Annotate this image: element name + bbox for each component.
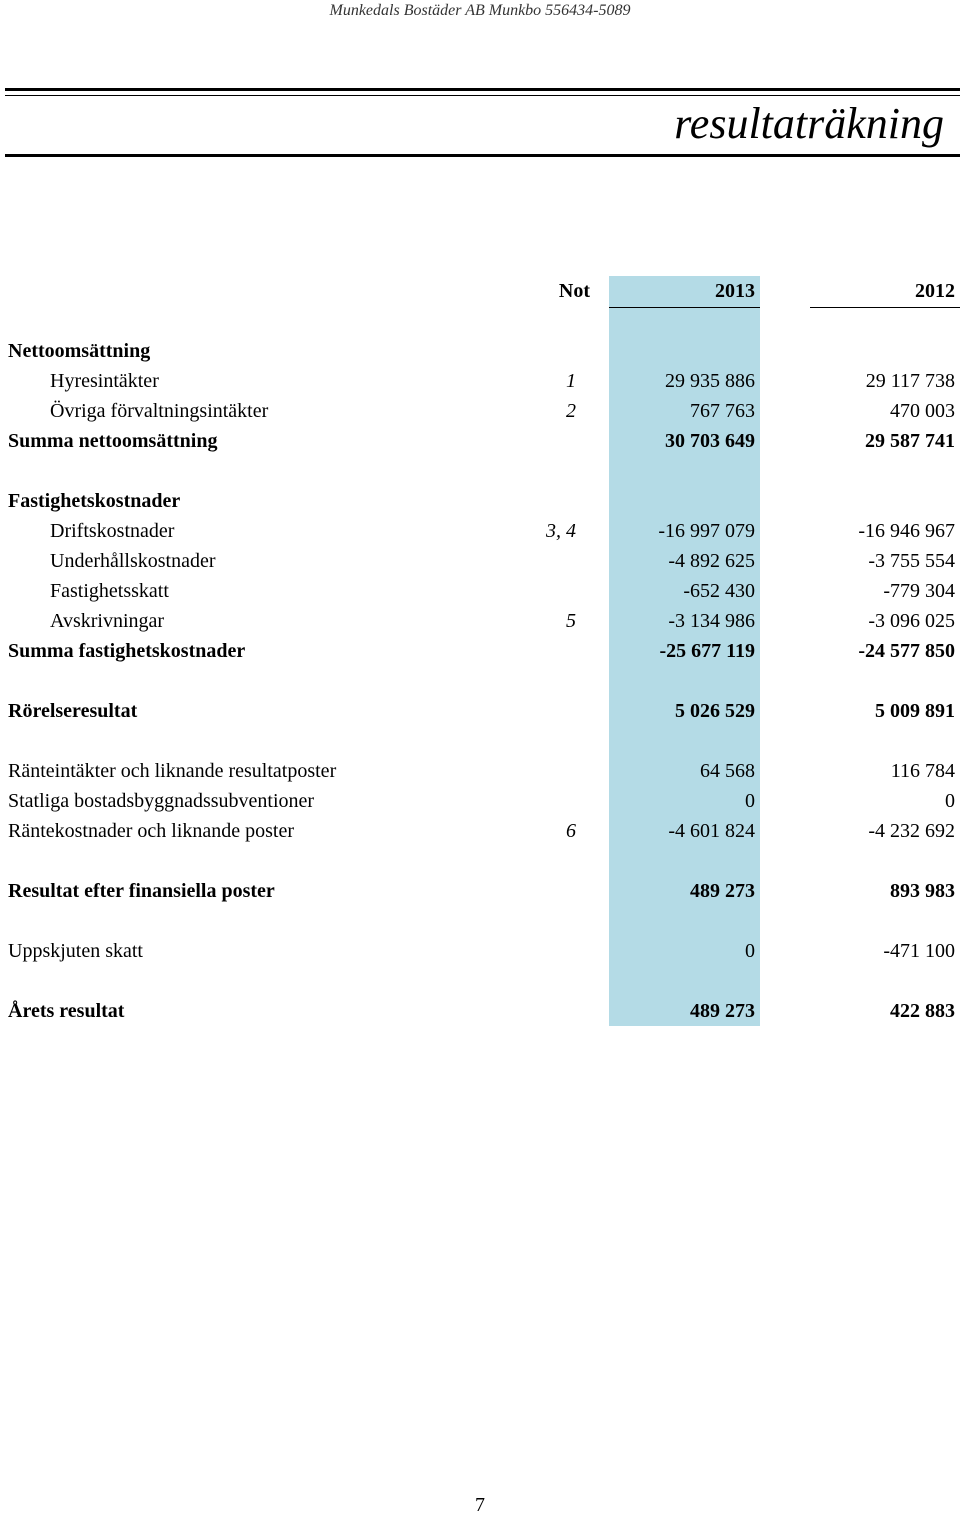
row-label: Driftskostnader — [50, 520, 175, 542]
section-fastighetskostnader — [0, 486, 960, 516]
row-label: Nettoomsättning — [8, 340, 151, 362]
row-label: Summa nettoomsättning — [8, 430, 218, 452]
row-label: Underhållskostnader — [50, 550, 216, 572]
table-row — [0, 606, 960, 636]
page-title: resultaträkning — [674, 99, 944, 148]
table-row — [0, 756, 960, 786]
row-value-2012: -3 096 025 — [868, 610, 955, 632]
row-label: Statliga bostadsbyggnadssubventioner — [8, 790, 315, 812]
total-row — [0, 696, 960, 726]
row-value-2013: 0 — [745, 790, 755, 812]
table-row — [0, 816, 960, 846]
table-row — [0, 396, 960, 426]
table-row — [0, 786, 960, 816]
row-value-2013: 489 273 — [690, 880, 755, 902]
row-value-2013: 30 703 649 — [665, 430, 755, 452]
row-label: Fastighetskostnader — [8, 490, 181, 512]
row-value-2013: -3 134 986 — [668, 610, 755, 632]
row-label: Ränteintäkter och liknande resultatposter — [8, 760, 337, 782]
row-value-2012: 116 784 — [890, 760, 955, 782]
row-value-2012: 29 117 738 — [865, 370, 955, 392]
row-label: Övriga förvaltningsintäkter — [50, 400, 269, 422]
title-rule — [5, 154, 960, 157]
row-label: Summa fastighetskostnader — [8, 640, 246, 662]
row-value-2012: 5 009 891 — [875, 700, 955, 722]
row-value-2012: -471 100 — [883, 940, 955, 962]
table-row — [0, 516, 960, 546]
table-row — [0, 936, 960, 966]
row-value-2012: 422 883 — [890, 1000, 955, 1022]
row-value-2013: -652 430 — [683, 580, 755, 602]
table-row — [0, 366, 960, 396]
column-header-2013: 2013 — [715, 280, 755, 302]
row-note: 1 — [566, 370, 576, 392]
row-label: Avskrivningar — [50, 610, 165, 632]
total-row — [0, 996, 960, 1026]
row-value-2013: 489 273 — [690, 1000, 755, 1022]
row-value-2013: -25 677 119 — [659, 640, 755, 662]
total-row — [0, 876, 960, 906]
row-value-2012: 470 003 — [890, 400, 955, 422]
row-value-2012: -779 304 — [883, 580, 955, 602]
row-value-2012: 0 — [945, 790, 955, 812]
header-rule-thick — [5, 88, 960, 91]
row-value-2013: 64 568 — [700, 760, 755, 782]
total-row — [0, 636, 960, 666]
total-row — [0, 426, 960, 456]
row-label: Resultat efter finansiella poster — [8, 880, 275, 902]
row-value-2012: -24 577 850 — [858, 640, 955, 662]
row-value-2012: 893 983 — [890, 880, 955, 902]
column-underline-2013 — [609, 307, 760, 308]
row-note: 5 — [566, 610, 576, 632]
section-nettoomsattning — [0, 336, 960, 366]
row-value-2013: -16 997 079 — [658, 520, 755, 542]
column-underline-2012 — [810, 307, 960, 308]
row-value-2013: 5 026 529 — [675, 700, 755, 722]
row-value-2012: -4 232 692 — [868, 820, 955, 842]
row-label: Uppskjuten skatt — [8, 940, 143, 962]
table-row — [0, 576, 960, 606]
row-note: 3, 4 — [546, 520, 576, 542]
row-label: Årets resultat — [8, 1000, 125, 1022]
row-label: Fastighetsskatt — [50, 580, 169, 602]
row-value-2012: -3 755 554 — [868, 550, 955, 572]
row-value-2012: 29 587 741 — [865, 430, 955, 452]
row-value-2013: -4 601 824 — [668, 820, 755, 842]
row-value-2013: 767 763 — [690, 400, 755, 422]
company-header: Munkedals Bostäder AB Munkbo 556434-5089 — [329, 2, 631, 19]
row-value-2012: -16 946 967 — [858, 520, 955, 542]
row-note: 6 — [566, 820, 576, 842]
column-header-2012: 2012 — [915, 280, 955, 302]
header-rule-thin — [5, 95, 960, 96]
row-label: Rörelseresultat — [8, 700, 138, 722]
table-row — [0, 546, 960, 576]
row-label: Hyresintäkter — [50, 370, 159, 392]
row-note: 2 — [566, 400, 576, 422]
column-header-not: Not — [558, 280, 590, 302]
row-value-2013: 0 — [745, 940, 755, 962]
page-number: 7 — [475, 1494, 485, 1516]
row-value-2013: 29 935 886 — [665, 370, 755, 392]
row-value-2013: -4 892 625 — [668, 550, 755, 572]
row-label: Räntekostnader och liknande poster — [8, 820, 295, 842]
